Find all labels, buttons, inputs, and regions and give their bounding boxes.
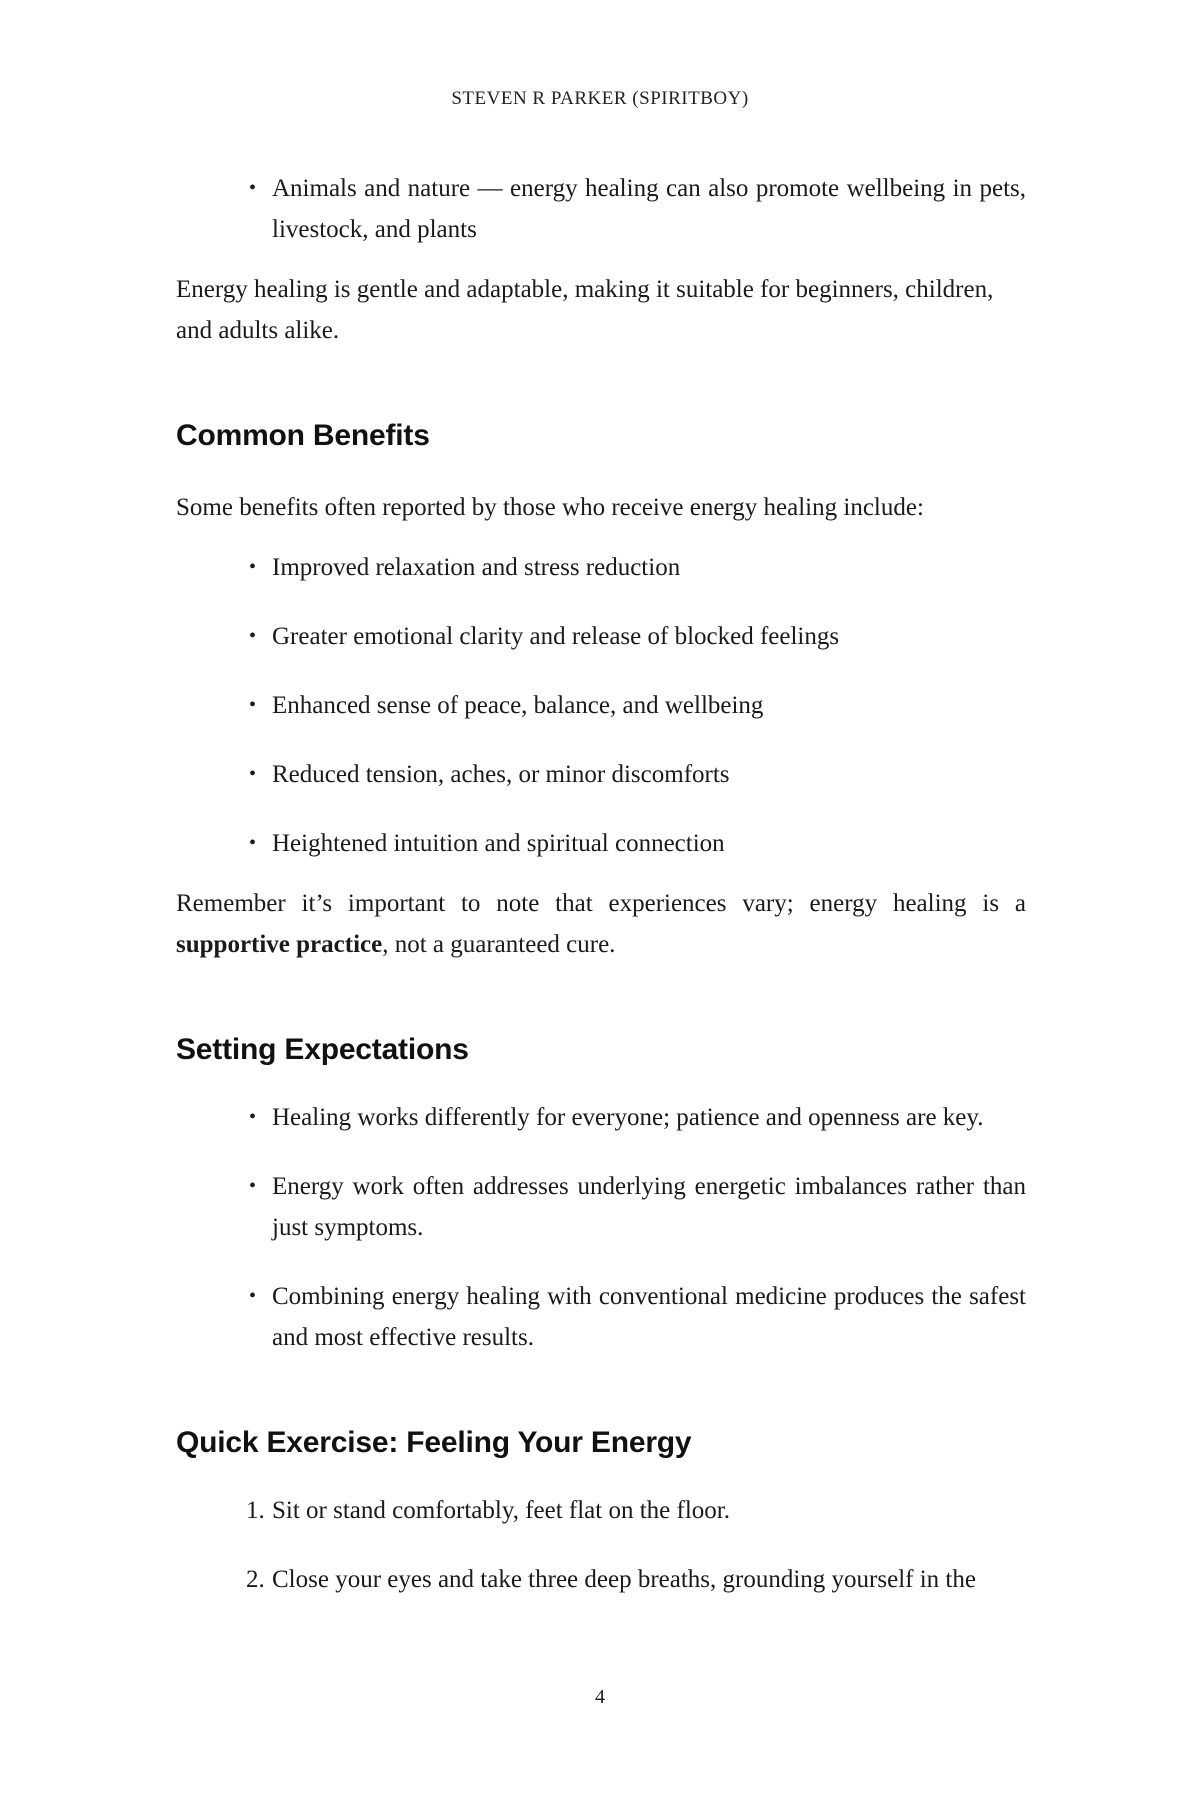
- step-text: Close your eyes and take three deep breaths, grounding yourself in the: [272, 1566, 976, 1593]
- list-item-text: Heightened intuition and spiritual connection: [272, 830, 725, 857]
- list-item: [249, 754, 1026, 795]
- list-item: [249, 547, 1026, 588]
- list-item-text: Animals and nature — energy healing can also promote wellbeing in pets, livestock, and plants: [272, 175, 1026, 243]
- list-item: [249, 823, 1026, 864]
- list-item: [249, 685, 1026, 726]
- bullet-icon: •: [249, 177, 257, 199]
- bullet-icon: •: [249, 832, 257, 854]
- list-item-text: Improved relaxation and stress reduction: [272, 554, 681, 581]
- note-text-after: , not a guaranteed cure.: [382, 931, 616, 958]
- bullet-icon: •: [249, 556, 257, 578]
- step-number: 1.: [246, 1497, 265, 1524]
- benefits-list: [176, 547, 1026, 864]
- expectations-list: [176, 1097, 1026, 1358]
- benefits-note-paragraph: [176, 883, 1026, 965]
- list-item: [249, 1276, 1026, 1358]
- running-header: STEVEN R PARKER (SPIRITBOY): [451, 88, 749, 109]
- list-item: [246, 1490, 1026, 1531]
- list-item-text: Combining energy healing with conventional medicine produces the safest and most effective results.: [272, 1283, 1026, 1351]
- bullet-icon: •: [249, 763, 257, 785]
- bullet-icon: •: [249, 625, 257, 647]
- section-heading-setting-expectations: Setting Expectations: [176, 1033, 469, 1066]
- intro-bullet-list: [176, 168, 1026, 250]
- bullet-icon: •: [249, 1106, 257, 1128]
- page-number: 4: [595, 1686, 605, 1708]
- list-item-text: Enhanced sense of peace, balance, and wellbeing: [272, 692, 764, 719]
- step-text: Sit or stand comfortably, feet flat on the floor.: [272, 1497, 730, 1524]
- bullet-icon: •: [249, 1285, 257, 1307]
- exercise-steps-list: [176, 1490, 1026, 1600]
- intro-paragraph: Energy healing is gentle and adaptable, making it suitable for beginners, children, and adults alike.: [176, 276, 994, 344]
- section-heading-common-benefits: Common Benefits: [176, 419, 430, 452]
- note-emphasis: supportive practice: [176, 931, 383, 958]
- bullet-icon: •: [249, 1175, 257, 1197]
- list-item-text: Reduced tension, aches, or minor discomforts: [272, 761, 730, 788]
- list-item: [249, 1097, 1026, 1138]
- bullet-icon: •: [249, 694, 257, 716]
- list-item-text: Greater emotional clarity and release of blocked feelings: [272, 623, 840, 650]
- list-item: [249, 616, 1026, 657]
- list-item-text: Energy work often addresses underlying energetic imbalances rather than just symptoms.: [272, 1173, 1026, 1241]
- list-item-text: Healing works differently for everyone; patience and openness are key.: [272, 1104, 984, 1131]
- section-heading-quick-exercise: Quick Exercise: Feeling Your Energy: [176, 1426, 692, 1459]
- benefits-lead-paragraph: Some benefits often reported by those who receive energy healing include:: [176, 494, 924, 521]
- list-item: [249, 168, 1026, 250]
- list-item: [249, 1166, 1026, 1248]
- list-item: [246, 1559, 1026, 1600]
- step-number: 2.: [246, 1566, 265, 1593]
- page-content: [176, 168, 1026, 1600]
- note-text-before: Remember it’s important to note that experiences vary; energy healing is a: [176, 890, 1026, 917]
